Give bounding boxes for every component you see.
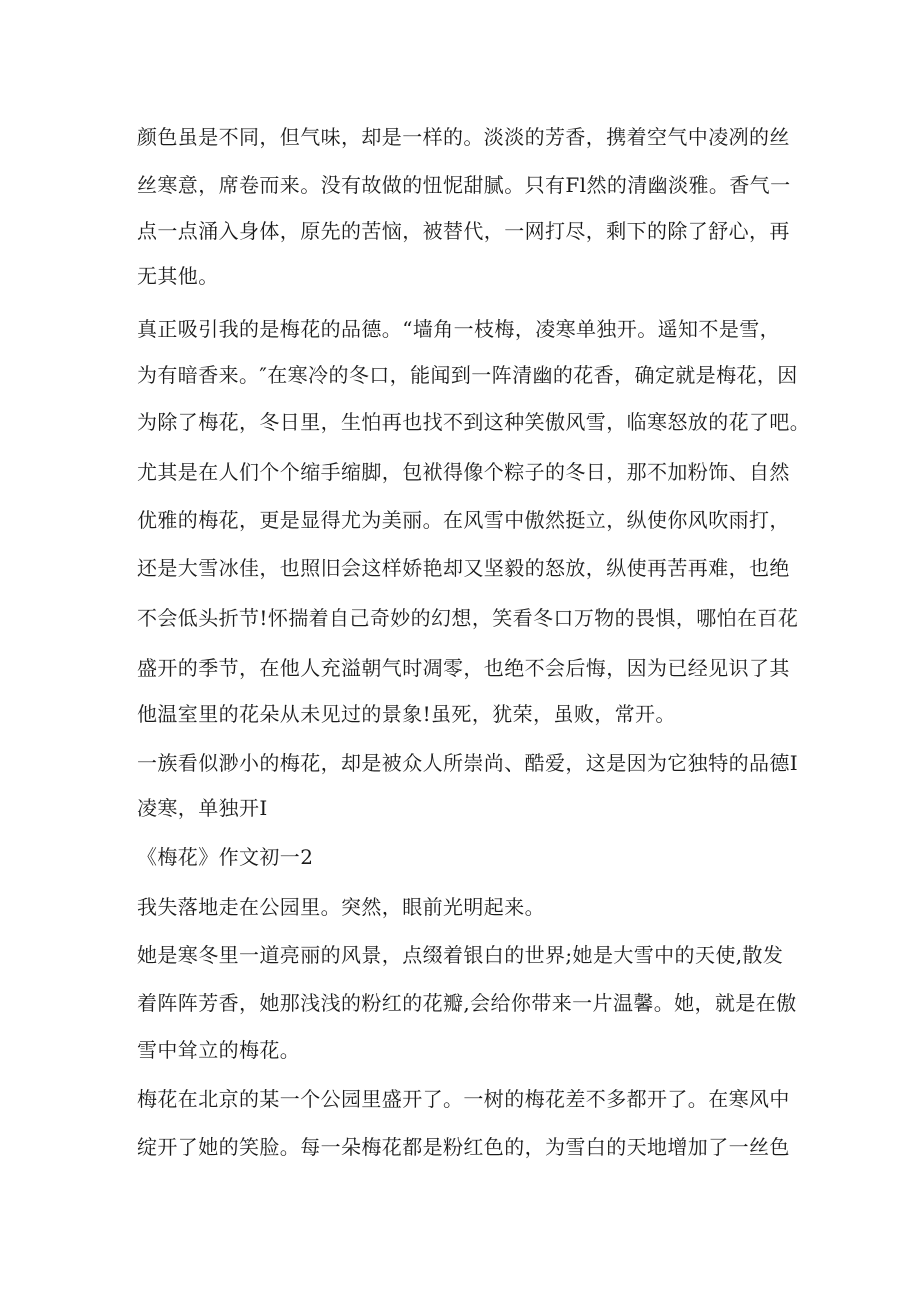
text-line: 尤其是在人们个个缩手缩脚，包袱得像个粽子的冬日，那不加粉饰、自然 bbox=[137, 460, 790, 484]
text-line: 雪中耸立的梅花。 bbox=[137, 1038, 301, 1062]
text-line: 盛开的季节，在他人充溢朝气时凋零，也绝不会后悔，因为已经见识了其 bbox=[137, 656, 790, 680]
text-line: 着阵阵芳香，她那浅浅的粉红的花瓣,会给你带来一片温馨。她，就是在傲 bbox=[137, 991, 797, 1015]
text-line: 点一点涌入身体，原先的苦恼，被替代，一网打尽，剩下的除了舒心，再 bbox=[137, 219, 790, 243]
text-line: 我失落地走在公园里。突然，眼前光明起来。 bbox=[137, 895, 545, 919]
text-line: 为除了梅花，冬日里，生怕再也找不到这种笑傲风雪，临寒怒放的花了吧。 bbox=[137, 410, 811, 434]
text-line: 她是寒冬里一道亮丽的风景，点缀着银白的世界;她是大雪中的天使,散发 bbox=[137, 943, 784, 967]
text-line: 不会低头折节!怀揣着自己奇妙的幻想，笑看冬口万物的畏惧，哪怕在百花 bbox=[137, 606, 799, 630]
text-line: 一族看似渺小的梅花，却是被众人所崇尚、酷爱，这是因为它独特的品德I bbox=[137, 751, 799, 775]
text-line: 颜色虽是不同，但气味，却是一样的。淡淡的芳香，携着空气中凌冽的丝 bbox=[137, 125, 790, 149]
text-line: 绽开了她的笑脸。每一朵梅花都是粉红色的，为雪白的天地增加了一丝色 bbox=[137, 1135, 790, 1159]
text-line: 优雅的梅花，更是显得尤为美丽。在风雪中傲然挺立，纵使你风吹雨打， bbox=[137, 508, 790, 532]
text-line: 为有暗香来。″在寒冷的冬口，能闻到一阵清幽的花香，确定就是梅花，因 bbox=[137, 363, 798, 387]
text-line: 无其他。 bbox=[137, 264, 219, 288]
text-line: 还是大雪冰佳，也照旧会这样娇艳却又坚毅的怒放，纵使再苦再难，也绝 bbox=[137, 556, 790, 580]
text-line: 他温室里的花朵从未见过的景象!虽死，犹荣，虽败，常开。 bbox=[137, 702, 676, 726]
text-line: 凌寒，单独开I bbox=[137, 796, 268, 820]
text-line: 丝寒意，席卷而来。没有故做的忸怩甜腻。只有Fl然的清幽淡雅。香气一 bbox=[137, 173, 791, 197]
section-heading: 《梅花》作文初一2 bbox=[137, 845, 314, 869]
text-line: 梅花在北京的某一个公园里盛开了。一树的梅花差不多都开了。在寒风中 bbox=[137, 1087, 790, 1111]
text-line: 真正吸引我的是梅花的品德。“墙角一枝梅，凌寒单独开。遥知不是雪， bbox=[137, 317, 781, 341]
